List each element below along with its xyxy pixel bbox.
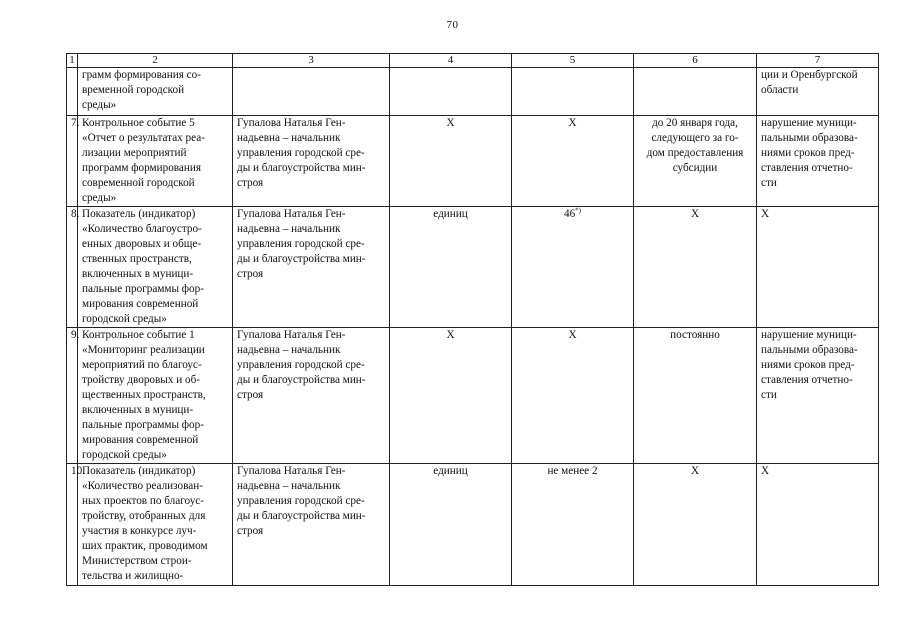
row-unit	[390, 68, 512, 116]
row-number	[67, 68, 78, 116]
row-responsible: Гупалова Наталья Ген- надьевна – начальник управления городской сре- ды и благоустройства мин- строя	[233, 207, 390, 328]
row-deadline: постоянно	[634, 328, 757, 464]
row-value-text: не менее 2	[547, 465, 598, 477]
row-unit: единиц	[390, 464, 512, 586]
row-description: грамм формирования со- временной городской среды»	[78, 68, 233, 116]
row-number: 10.	[67, 464, 78, 586]
row-value-footnote: *)	[575, 206, 582, 215]
table-row	[67, 207, 879, 328]
column-header-3: 3	[233, 54, 390, 68]
row-value-text: Х	[568, 329, 577, 341]
indicators-table	[66, 53, 879, 586]
row-consequence: Х	[757, 464, 879, 586]
column-header-5: 5	[512, 54, 634, 68]
column-header-2: 2	[78, 54, 233, 68]
row-deadline: Х	[634, 464, 757, 586]
column-header-1: 1	[67, 54, 78, 68]
row-value	[512, 464, 634, 586]
row-value	[512, 207, 634, 328]
row-description: Контрольное событие 1 «Мониторинг реализации мероприятий по благоус- тройству дворовых и об- щественных пространств, включенных в муници- пальные программы фор- мирования современной городской среды»	[78, 328, 233, 464]
column-header-7: 7	[757, 54, 879, 68]
table-row	[67, 464, 879, 586]
column-header-4: 4	[390, 54, 512, 68]
row-responsible: Гупалова Наталья Ген- надьевна – начальник управления городской сре- ды и благоустройства мин- строя	[233, 116, 390, 207]
row-unit: Х	[390, 328, 512, 464]
row-value	[512, 68, 634, 116]
row-unit: единиц	[390, 207, 512, 328]
page-number: 70	[446, 19, 459, 31]
row-consequence: нарушение муници- пальными образова- ниями сроков пред- ставления отчетно- сти	[757, 328, 879, 464]
row-description: Показатель (индикатор) «Количество благоустро- енных дворовых и обще- ственных пространств, включенных в муници- пальные программы фор- мирования современной городской среды»	[78, 207, 233, 328]
row-value-text: Х	[568, 117, 577, 129]
row-responsible	[233, 68, 390, 116]
row-number: 9.	[67, 328, 78, 464]
table-row	[67, 328, 879, 464]
table-row	[67, 68, 879, 116]
row-consequence: Х	[757, 207, 879, 328]
header-row	[67, 54, 879, 68]
row-deadline: до 20 января года, следующего за го- дом предоставления субсидии	[634, 116, 757, 207]
row-description: Показатель (индикатор) «Количество реализован- ных проектов по благоус- тройству, отобранных для участия в конкурсе луч- ших практик, проводимом Министерством строи- тельства и жилищно-	[78, 464, 233, 586]
row-consequence: нарушение муници- пальными образова- ниями сроков пред- ставления отчетно- сти	[757, 116, 879, 207]
row-value	[512, 328, 634, 464]
row-deadline	[634, 68, 757, 116]
row-deadline: Х	[634, 207, 757, 328]
row-unit: Х	[390, 116, 512, 207]
row-number: 7.	[67, 116, 78, 207]
row-value-text: 46	[563, 208, 576, 220]
row-responsible: Гупалова Наталья Ген- надьевна – начальник управления городской сре- ды и благоустройства мин- строя	[233, 464, 390, 586]
row-description: Контрольное событие 5 «Отчет о результатах реа- лизации мероприятий программ формирования современной городской среды»	[78, 116, 233, 207]
column-header-6: 6	[634, 54, 757, 68]
row-responsible: Гупалова Наталья Ген- надьевна – начальник управления городской сре- ды и благоустройства мин- строя	[233, 328, 390, 464]
row-number: 8.	[67, 207, 78, 328]
row-value	[512, 116, 634, 207]
table-row	[67, 116, 879, 207]
row-consequence: ции и Оренбургской области	[757, 68, 879, 116]
